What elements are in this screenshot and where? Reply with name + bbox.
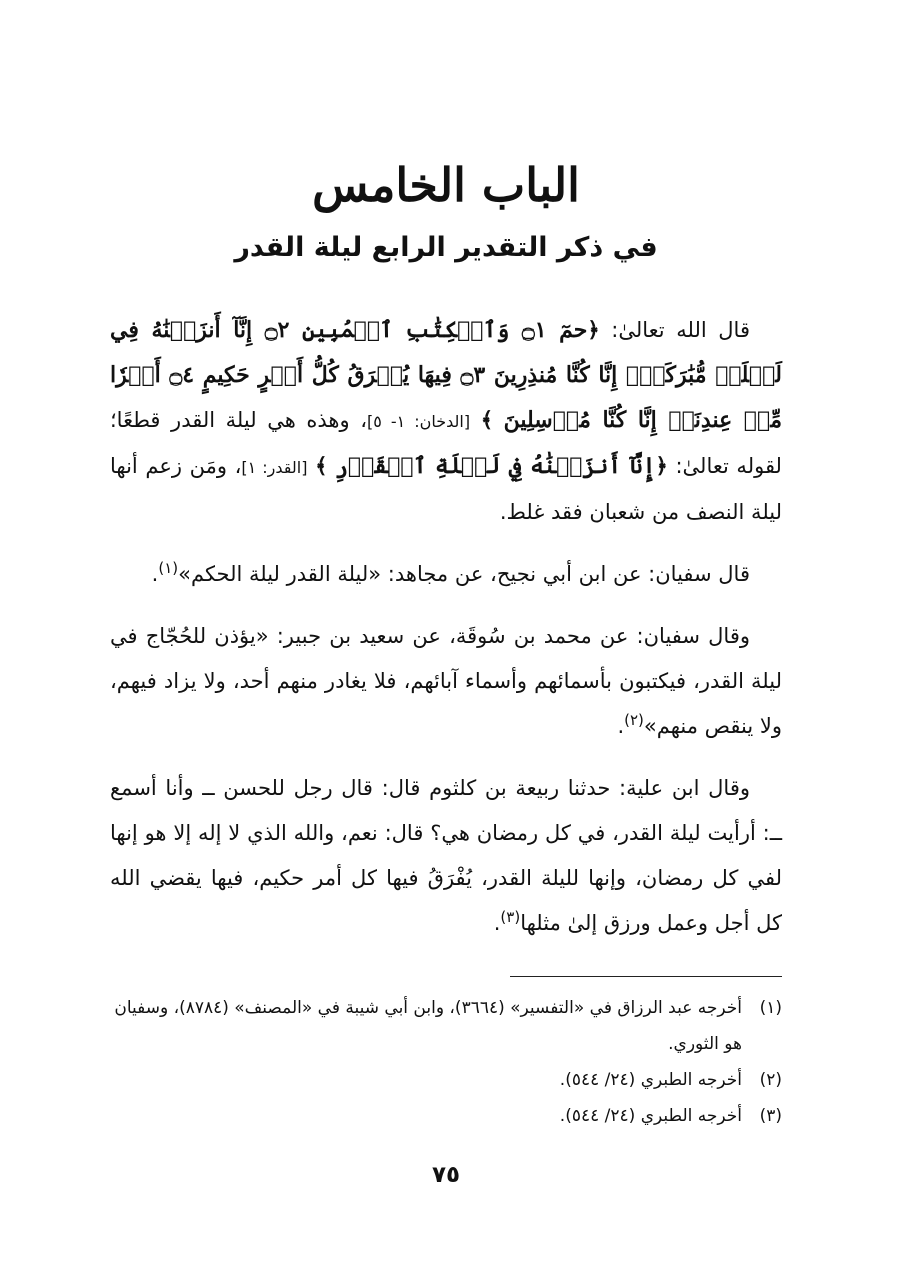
- p4-text: وقال ابن علية: حدثنا ربيعة بن كلثوم قال: قال رجل للحسن ــ وأنا أسمع ــ: أرأيت ليلة القدر، في كل رمضان هي؟ قال: نعم، والله الذي لا إله إلا هو إنها لفي كل رمضان، وإنها لليلة القدر، يُفْرَقُ فيها كل أمر حكيم، فيها يقضي الله كل أجل وعمل ورزق إلىٰ مثلها: [110, 776, 782, 935]
- footnote-3: [110, 1098, 782, 1134]
- footnote-text: أخرجه عبد الرزاق في «التفسير» (٣٦٦٤)، وابن أبي شيبة في «المصنف» (٨٧٨٤)، وسفيان هو الثوري.: [114, 998, 742, 1054]
- p1-end: ، ومَن زعم أنها ليلة النصف من شعبان فقد غلط.: [110, 454, 782, 524]
- p2-end: .: [151, 562, 159, 586]
- quran-verse-qadr: إِنَّآ أَنزَلۡنَٰهُ فِي لَيۡلَةِ ٱلۡقَدۡرِ: [335, 453, 656, 479]
- footnote-ref-1[interactable]: (١): [158, 559, 179, 577]
- footnote-number: (٢): [759, 1070, 782, 1090]
- paragraph-3: [110, 614, 782, 749]
- verse-open-bracket-2: ﴿: [655, 454, 668, 478]
- paragraph-4: [110, 766, 782, 946]
- paragraph-2: [110, 552, 782, 597]
- p2-text: قال سفيان: عن ابن أبي نجيح، عن مجاهد: «ليلة القدر ليلة الحكم»: [178, 562, 750, 586]
- footnote-text: أخرجه الطبري (٢٤/ ٥٤٤).: [559, 1106, 742, 1126]
- verse-close-bracket: ﴾: [480, 408, 493, 432]
- verse-close-bracket-2: ﴾: [315, 454, 328, 478]
- p3-text: وقال سفيان: عن محمد بن سُوقَة، عن سعيد بن جبير: «يؤذن للحُجّاج في ليلة القدر، فيكتبون بأسمائهم وأسماء آبائهم، فلا يغادر منهم أحد، ولا يزاد فيهم، ولا ينقص منهم»: [110, 624, 782, 738]
- chapter-subtitle: في ذكر التقدير الرابع ليلة القدر: [234, 232, 658, 263]
- p4-end: .: [493, 911, 501, 935]
- book-page: [110, 0, 782, 1271]
- paragraph-1: [110, 308, 782, 535]
- page-number: ٧٥: [431, 1162, 461, 1188]
- footnote-ref-2[interactable]: (٢): [624, 711, 644, 729]
- footnote-ref-3[interactable]: (٣): [500, 908, 521, 926]
- body-text: [110, 308, 782, 963]
- verse-reference-dukhan: [الدخان: ١- ٥]: [367, 412, 471, 431]
- quran-verse-dukhan: حمٓ ۝١ وَٱلۡكِتَٰبِ ٱلۡمُبِينِ ۝٢ إِنَّآ أَنزَلۡنَٰهُ فِي لَيۡلَةٖ مُّبَٰرَكَةٍۚ إِنَّا كُنَّا مُنذِرِينَ ۝٣ فِيهَا يُفۡرَقُ كُلُّ أَمۡرٍ حَكِيمٍ ۝٤ أَمۡرٗا مِّنۡ عِندِنَآۚ إِنَّا كُنَّا مُرۡسِلِينَ: [110, 317, 782, 433]
- footnote-text: أخرجه الطبري (٢٤/ ٥٤٤).: [559, 1070, 742, 1090]
- footnote-divider: [510, 976, 782, 977]
- p1-middle: ، وهذه هي ليلة القدر قطعًا؛ لقوله تعالىٰ:: [110, 408, 782, 478]
- verse-reference-qadr: [القدر: ١]: [241, 458, 308, 477]
- footnote-2: [110, 1062, 782, 1098]
- footnote-number: (١): [759, 998, 782, 1018]
- chapter-title: الباب الخامس: [312, 158, 580, 212]
- footnote-number: (٣): [759, 1106, 782, 1126]
- p1-intro: قال الله تعالىٰ:: [599, 318, 750, 342]
- footnote-1: [110, 990, 782, 1062]
- p3-end: .: [617, 714, 625, 738]
- verse-open-bracket: ﴿: [587, 318, 600, 342]
- footnotes: [110, 990, 782, 1134]
